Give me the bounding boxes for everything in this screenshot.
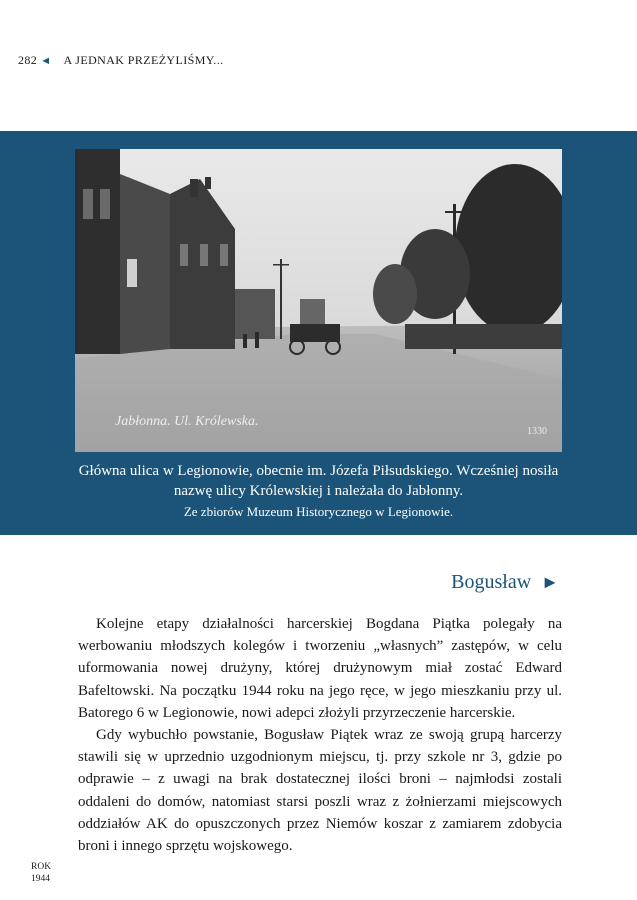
historical-street-photo [75, 149, 562, 452]
paragraph-2: Gdy wybuchło powstanie, Bogusław Piątek wraz ze swoją grupą harcerzy stawili się w uprzednio uzgodnionym miejscu, tj. przy szkole nr 3, gdzie po odprawie – z uwagi na brak dostatecznej ilości broni – najmłodsi zostali oddaleni do domów, natomiast starsi poszli wraz z żołnierzami miejscowych oddziałów AK do opuszczonych przez Niemów koszar z zamiarem zdobycia broni i innego sprzętu wojskowego. [78, 727, 562, 855]
section-heading [451, 571, 559, 594]
heading-arrow-icon: ► [541, 572, 559, 592]
side-year-value: 1944 [31, 874, 50, 884]
page-number: 282 [18, 53, 38, 67]
paragraph-1: Kolejne etapy działalności harcerskiej Bogdana Piątka polegały na werbowaniu młodszych kolegów i tworzeniu „własnych” zastępów, w celu uformowania nowej drużyny, której drużynowym miał zostać Edward Bafeltowski. Na początku 1944 roku na jego ręce, w jego mieszkaniu przy ul. Batorego 6 w Legionowie, nowi adepci złożyli przyrzeczenie harcerskie. [78, 616, 562, 721]
book-title: A JEDNAK PRZEŻYLIŚMY... [63, 53, 224, 67]
photo-plate-number: 1330 [527, 426, 547, 437]
side-year-marker [31, 861, 51, 885]
running-header [18, 53, 224, 68]
photo-band [0, 131, 637, 535]
header-arrow-icon: ◄ [40, 54, 52, 67]
photo-caption [40, 461, 597, 501]
caption-source: Ze zbiorów Muzeum Historycznego w Legionowie. [183, 504, 454, 519]
section-heading-text: Bogusław [451, 571, 532, 593]
side-year-label: ROK [31, 862, 52, 872]
caption-line-2: nazwę ulicy Królewskiej i należała do Jabłonny. [173, 483, 464, 499]
caption-line-1: Główna ulica w Legionowie, obecnie im. Józefa Piłsudskiego. Wcześniej nosiła [78, 463, 559, 479]
body-text [78, 613, 562, 857]
photo-inscription: Jabłonna. Ul. Królewska. [115, 414, 259, 429]
